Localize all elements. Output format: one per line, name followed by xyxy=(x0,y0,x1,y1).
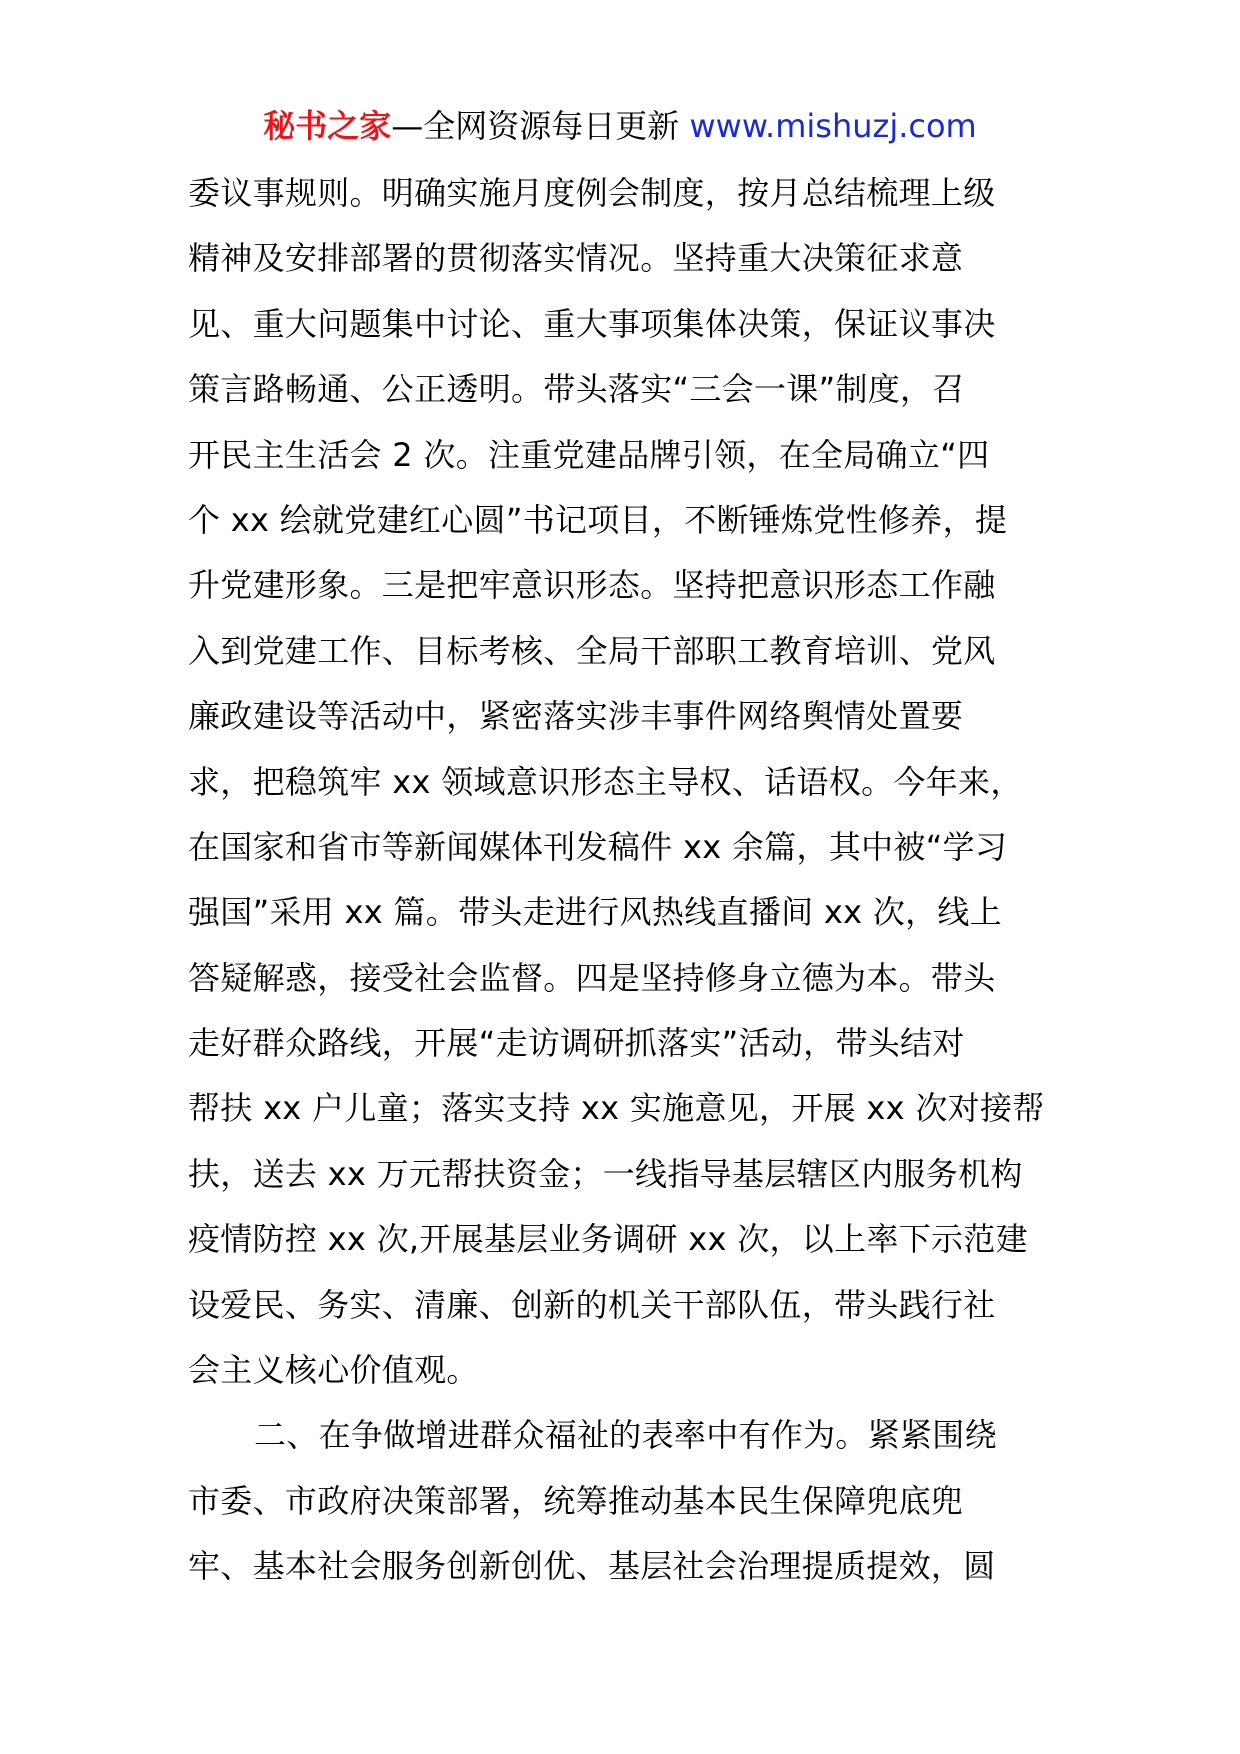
site-header xyxy=(0,104,1240,148)
text-line: 廉政建设等活动中，紧密落实涉丰事件网络舆情处置要 xyxy=(188,697,964,736)
text-line: 求，把稳筑牢 xx 领域意识形态主导权、话语权。今年来， xyxy=(188,762,1023,801)
text-line: 扶，送去 xx 万元帮扶资金；一线指导基层辖区内服务机构 xyxy=(188,1154,1023,1193)
text-line: 开民主生活会 2 次。注重党建品牌引领，在全局确立“四 xyxy=(188,435,990,474)
site-brand: 秘书之家 xyxy=(263,107,392,145)
text-line: 牢、基本社会服务创新创优、基层社会治理提质提效，圆 xyxy=(188,1547,996,1586)
text-line: 个 xx 绘就党建红心圆”书记项目，不断锤炼党性修养，提 xyxy=(188,500,1008,539)
text-line: 市委、市政府决策部署，统筹推动基本民生保障兜底兜 xyxy=(188,1481,964,1520)
text-line: 设爱民、务实、清廉、创新的机关干部队伍，带头践行社 xyxy=(188,1285,996,1324)
text-line: 答疑解惑，接受社会监督。四是坚持修身立德为本。带头 xyxy=(188,958,996,997)
text-line: 委议事规则。明确实施月度例会制度，按月总结梳理上级 xyxy=(188,174,996,212)
text-line: 在国家和省市等新闻媒体刊发稿件 xx 余篇，其中被“学习 xyxy=(188,827,1008,866)
text-line: 升党建形象。三是把牢意识形态。坚持把意识形态工作融 xyxy=(188,566,996,605)
text-line: 见、重大问题集中讨论、重大事项集体决策，保证议事决 xyxy=(188,304,996,343)
text-line: 入到党建工作、目标考核、全局干部职工教育培训、党风 xyxy=(188,631,996,670)
text-line: 强国”采用 xx 篇。带头走进行风热线直播间 xx 次，线上 xyxy=(188,893,1003,932)
document-body xyxy=(188,170,1056,1609)
text-line: 疫情防控 xx 次,开展基层业务调研 xx 次，以上率下示范建 xyxy=(188,1220,1028,1259)
text-line: 帮扶 xx 户儿童；落实支持 xx 实施意见，开展 xx 次对接帮 xyxy=(188,1089,1045,1128)
text-line: 策言路畅通、公正透明。带头落实“三会一课”制度，召 xyxy=(188,370,965,409)
text-line: 精神及安排部署的贯彻落实情况。坚持重大决策征求意 xyxy=(188,239,964,278)
text-line: 走好群众路线，开展“走访调研抓落实”活动，带头结对 xyxy=(188,1024,965,1063)
text-line: 会主义核心价值观。 xyxy=(188,1351,479,1390)
paragraph-start-line: 二、在争做增进群众福祉的表率中有作为。紧紧围绕 xyxy=(254,1416,997,1455)
site-url-link[interactable]: www.mishuzj.com xyxy=(689,107,977,145)
site-slogan: —全网资源每日更新 xyxy=(391,107,680,145)
